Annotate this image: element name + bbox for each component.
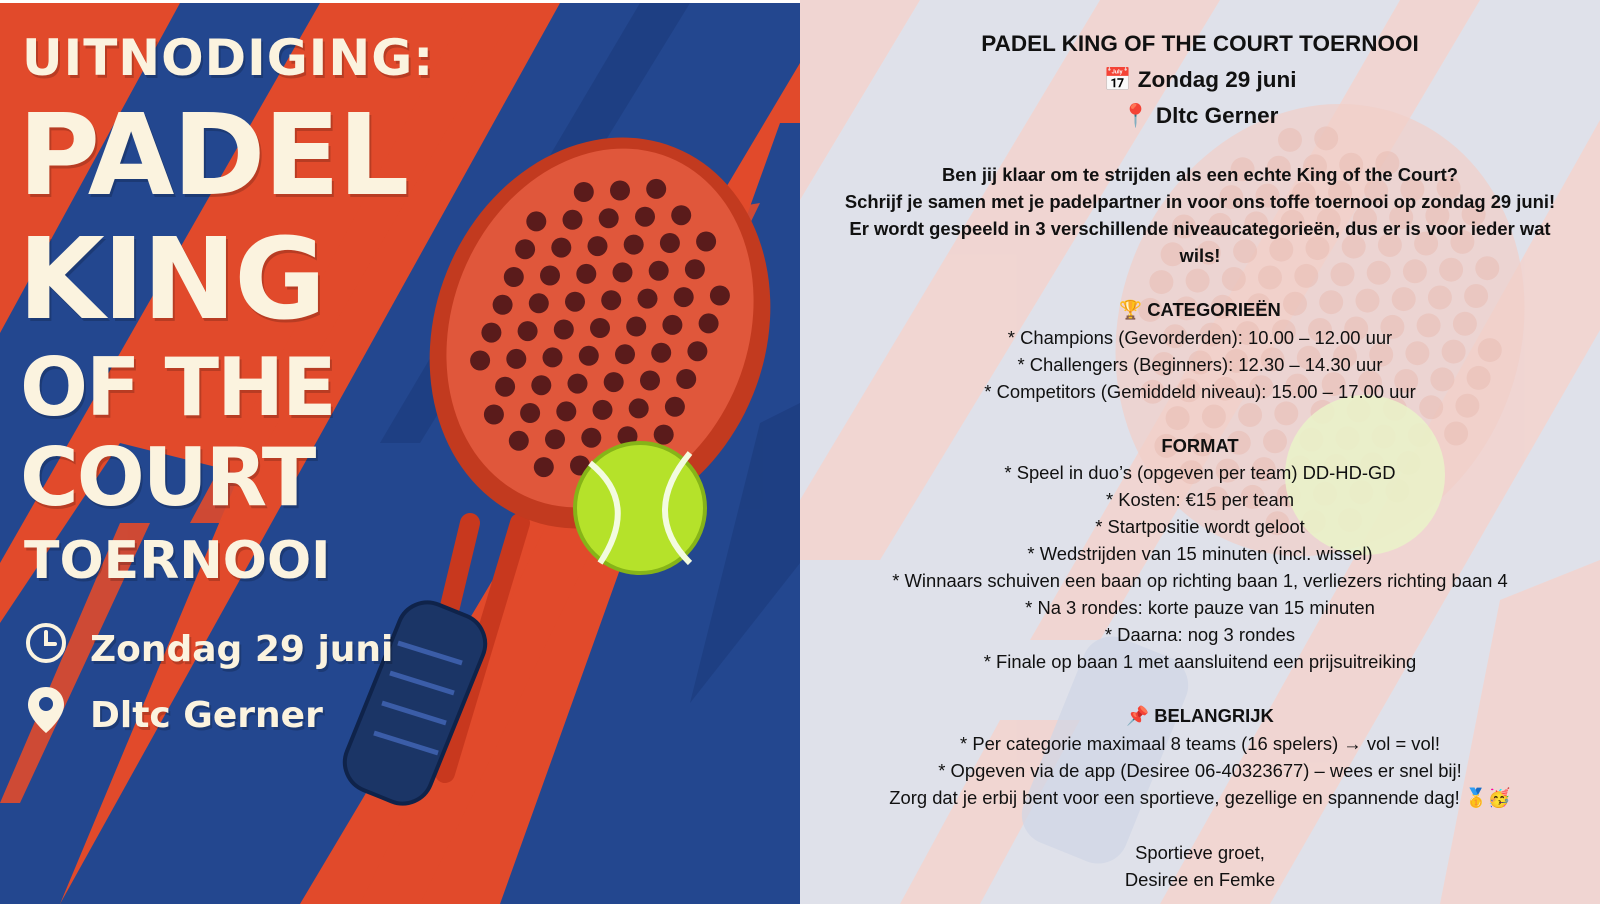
important-item: * Per categorie maximaal 8 teams (16 spelers) → vol = vol! — [960, 733, 1440, 754]
racket-hole — [696, 232, 716, 252]
racket-hole — [493, 295, 513, 315]
intro-line: Ben jij klaar om te strijden als een echte King of the Court? — [941, 164, 1459, 185]
racket-hole — [660, 233, 680, 253]
format-item: * Wedstrijden van 15 minuten (incl. wissel) — [1027, 543, 1373, 564]
racket-hole — [551, 238, 571, 258]
title-court: COURT — [20, 431, 315, 524]
category-item: * Champions (Gevorderden): 10.00 – 12.00 uur — [1007, 327, 1393, 348]
racket-hole — [687, 341, 707, 361]
pushpin-icon: 📌 — [1126, 706, 1150, 727]
panel-location: Dltc Gerner — [1155, 103, 1279, 128]
intro-line: Er wordt gespeeld in 3 verschillende niveaucategorieën, dus er is voor ieder wat — [849, 218, 1551, 239]
racket-hole — [556, 401, 576, 421]
racket-hole — [671, 205, 691, 225]
title-of-the: OF THE — [20, 341, 335, 434]
racket-hole — [676, 369, 696, 389]
panel-date: Zondag 29 juni — [1137, 67, 1297, 92]
racket-hole — [593, 400, 613, 420]
racket-hole — [588, 236, 608, 256]
format-item: * Daarna: nog 3 rondes — [1104, 624, 1296, 645]
racket-hole — [654, 425, 674, 445]
racket-hole — [481, 323, 501, 343]
intro-line: wils! — [1179, 245, 1221, 266]
poster-location: Dltc Gerner — [90, 695, 323, 736]
format-item: * Finale op baan 1 met aansluitend een prijsuitreiking — [983, 651, 1417, 672]
announcement-text — [800, 26, 1600, 893]
panel-heading: PADEL KING OF THE COURT TOERNOOI — [981, 31, 1419, 56]
important-item: * Opgeven via de app (Desiree 06-40323677) – wees er snel bij! — [938, 760, 1462, 781]
racket-hole — [710, 286, 730, 306]
poster-image — [0, 3, 800, 904]
racket-hole — [604, 372, 624, 392]
racket-hole — [579, 346, 599, 366]
pin-icon: 📍 — [1121, 103, 1150, 129]
intro-line: Schrijf je samen met je padelpartner in voor ons toffe toernooi op zondag 29 juni! — [844, 191, 1556, 212]
format-item: * Speel in duo’s (opgeven per team) DD-HD-GD — [1004, 462, 1396, 483]
closing-line: Sportieve groet, — [1135, 842, 1265, 863]
racket-hole — [520, 403, 540, 423]
racket-hole — [531, 375, 551, 395]
calendar-icon: 📅 — [1103, 67, 1132, 93]
racket-hole — [526, 211, 546, 231]
racket-hole — [581, 428, 601, 448]
racket-hole — [518, 321, 538, 341]
medal-celebrate-icon: 🥇🥳 — [1464, 788, 1511, 809]
racket-hole — [629, 398, 649, 418]
racket-hole — [613, 262, 633, 282]
racket-hole — [529, 293, 549, 313]
racket-hole — [601, 290, 621, 310]
category-item: * Challengers (Beginners): 12.30 – 14.30 uur — [1017, 354, 1383, 375]
important-heading: 📌 BELANGRIJK — [1126, 705, 1274, 727]
racket-hole — [615, 344, 635, 364]
clock-icon — [24, 621, 68, 665]
racket-hole — [640, 371, 660, 391]
categories-heading: 🏆 CATEGORIEËN — [1119, 299, 1281, 321]
racket-hole — [665, 397, 685, 417]
important-item: Zorg dat je erbij bent voor een sportieve, gezellige en spannende dag! 🥇🥳 — [889, 787, 1511, 809]
format-item: * Kosten: €15 per team — [1105, 489, 1295, 510]
category-item: * Competitors (Gemiddeld niveau): 15.00 – 17.00 uur — [984, 381, 1416, 402]
racket-hole — [651, 343, 671, 363]
racket-hole — [699, 313, 719, 333]
racket-hole — [638, 289, 658, 309]
location-pin-icon — [26, 685, 66, 735]
title-padel: PADEL — [18, 91, 408, 221]
racket-hole — [495, 377, 515, 397]
racket-hole — [674, 287, 694, 307]
racket-hole — [509, 431, 529, 451]
racket-hole — [515, 239, 535, 259]
invite-label: UITNODIGING: — [22, 29, 435, 87]
trophy-icon: 🏆 — [1119, 300, 1143, 321]
tennis-ball — [575, 443, 705, 573]
racket-hole — [563, 210, 583, 230]
format-item: * Na 3 rondes: korte pauze van 15 minuten — [1025, 597, 1375, 618]
format-item: * Winnaars schuiven een baan op richting baan 1, verliezers richting baan 4 — [892, 570, 1508, 591]
format-item: * Startpositie wordt geloot — [1095, 516, 1305, 537]
title-toernooi: TOERNOOI — [24, 531, 331, 591]
racket-hole — [635, 207, 655, 227]
racket-hole — [554, 320, 574, 340]
racket-hole — [470, 351, 490, 371]
racket-hole — [599, 208, 619, 228]
panel-date-line — [800, 62, 1600, 98]
racket-hole — [646, 179, 666, 199]
racket-hole — [484, 405, 504, 425]
racket-hole — [626, 317, 646, 337]
racket-hole — [545, 429, 565, 449]
info-panel — [800, 0, 1600, 904]
racket-hole — [506, 349, 526, 369]
panel-location-line — [800, 98, 1600, 134]
racket-hole — [574, 182, 594, 202]
racket-hole — [610, 181, 630, 201]
closing-signature: Desiree en Femke — [1124, 869, 1276, 890]
racket-hole — [540, 266, 560, 286]
poster-date: Zondag 29 juni — [90, 629, 394, 670]
racket-hole — [565, 292, 585, 312]
racket-hole — [662, 315, 682, 335]
racket-hole — [504, 267, 524, 287]
title-king: KING — [18, 215, 325, 345]
racket-hole — [543, 347, 563, 367]
racket-hole — [568, 374, 588, 394]
racket-hole — [685, 259, 705, 279]
racket-hole — [649, 261, 669, 281]
racket-hole — [576, 264, 596, 284]
format-heading: FORMAT — [1161, 435, 1239, 456]
racket-hole — [534, 457, 554, 477]
racket-hole — [590, 318, 610, 338]
racket-hole — [624, 235, 644, 255]
